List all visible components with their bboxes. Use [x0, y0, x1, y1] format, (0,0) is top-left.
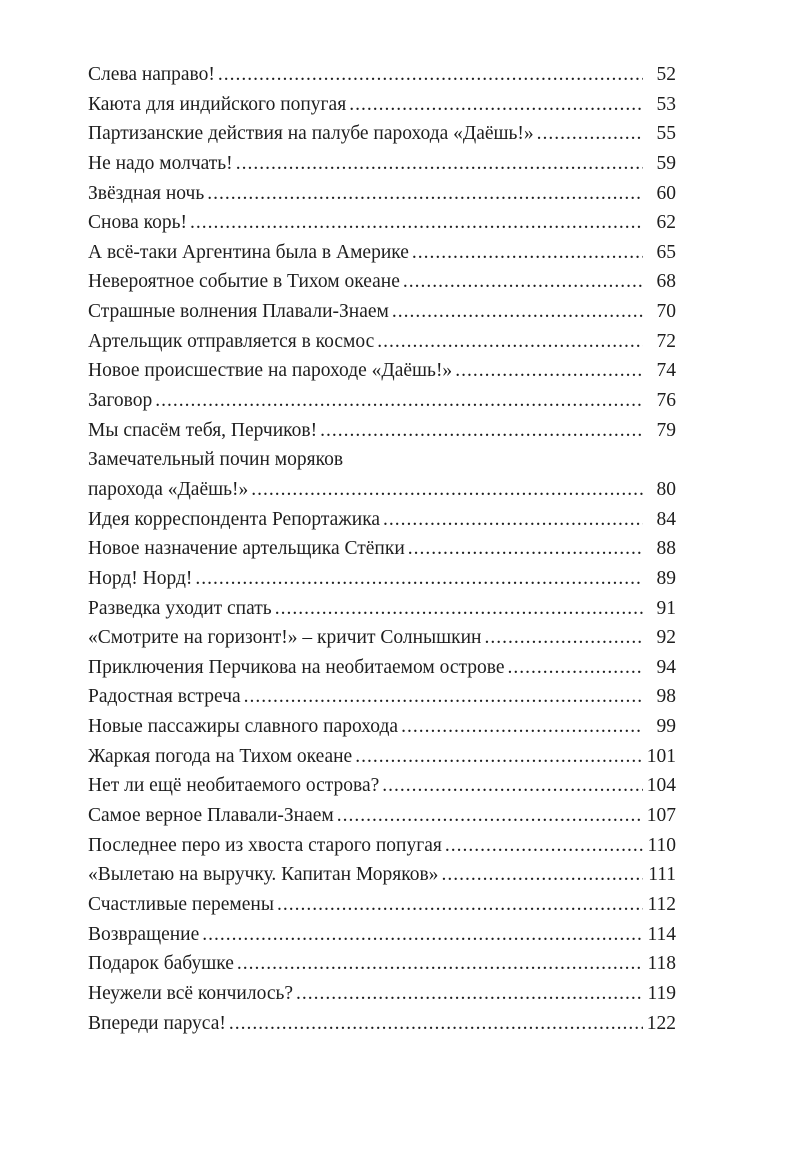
- toc-dot-leader: [392, 297, 643, 327]
- toc-entry: [88, 505, 676, 535]
- toc-dot-leader: [412, 238, 643, 268]
- toc-entry: [88, 920, 676, 950]
- toc-entry-page: 107: [646, 805, 676, 827]
- toc-entry: [88, 564, 676, 594]
- toc-entry-title: Подарок бабушке: [88, 953, 234, 975]
- toc-entry-page: 118: [647, 953, 676, 975]
- toc-entry-title: Впереди паруса!: [88, 1012, 226, 1034]
- toc-entry: [88, 742, 676, 772]
- toc-entry: [88, 653, 676, 683]
- toc-entry-page: 98: [656, 686, 676, 708]
- toc-entry: [88, 623, 676, 653]
- toc-entry-title: Идея корреспондента Репортажика: [88, 508, 381, 530]
- toc-dot-leader: [275, 594, 643, 624]
- toc-entry-title: Самое верное Плавали-Знаем: [88, 805, 334, 827]
- toc-entry-title: Разведка уходит спать: [88, 597, 272, 619]
- toc-entry-page: 91: [656, 597, 676, 619]
- toc-dot-leader: [508, 653, 644, 683]
- toc-entry: [88, 475, 676, 505]
- toc-entry-page: 110: [647, 834, 676, 856]
- toc-entry-title: Страшные волнения Плавали-Знаем: [88, 301, 389, 323]
- toc-entry-title: Нет ли ещё необитаемого острова?: [88, 775, 380, 797]
- toc-entry: [88, 771, 676, 801]
- toc-entry-title: Жаркая погода на Тихом океане: [88, 745, 353, 767]
- toc-entry: [88, 416, 676, 446]
- toc-entry-title: «Смотрите на горизонт!» – кричит Солнышкин: [88, 627, 482, 649]
- toc-entry-page: 119: [647, 982, 676, 1004]
- toc-entry-title: Артельщик отправляется в космос: [88, 330, 375, 352]
- toc-entry-title: Новое назначение артельщика Стёпки: [88, 538, 405, 560]
- toc-entry-title: Норд! Норд!: [88, 567, 193, 589]
- toc-entry-page: 122: [646, 1012, 676, 1034]
- toc-dot-leader: [218, 60, 643, 90]
- toc-entry-page: 60: [656, 182, 676, 204]
- toc-entry-title: Звёздная ночь: [88, 182, 205, 204]
- toc-entry: [88, 979, 676, 1009]
- toc-dot-leader: [377, 327, 643, 357]
- toc-entry-title: А всё-таки Аргентина была в Америке: [88, 241, 409, 263]
- toc-entry-page: 65: [656, 241, 676, 263]
- toc-entry: [88, 534, 676, 564]
- toc-entry: [88, 267, 676, 297]
- toc-entry: [88, 149, 676, 179]
- toc-entry: [88, 386, 676, 416]
- toc-entry-page: 88: [656, 538, 676, 560]
- toc-dot-leader: [296, 979, 643, 1009]
- toc-entry: [88, 90, 676, 120]
- toc-entry: [88, 712, 676, 742]
- toc-entry-page: 111: [648, 864, 676, 886]
- toc-entry-title: Заговор: [88, 390, 153, 412]
- toc-entry-title: Неужели всё кончилось?: [88, 982, 294, 1004]
- toc-entry-page: 59: [656, 152, 676, 174]
- toc-entry: [88, 238, 676, 268]
- toc-dot-leader: [537, 119, 643, 149]
- toc-entry: [88, 860, 676, 890]
- toc-dot-leader: [190, 208, 643, 238]
- toc-dot-leader: [244, 682, 643, 712]
- toc-entry-page: 52: [656, 64, 676, 85]
- toc-entry: [88, 179, 676, 209]
- toc-entry-title: Слева направо!: [88, 64, 215, 85]
- toc-entry: [88, 890, 676, 920]
- toc-entry-page: 70: [656, 301, 676, 323]
- toc-dot-leader: [445, 831, 643, 861]
- toc-entry: [88, 831, 676, 861]
- toc-entry-page: 55: [656, 123, 676, 145]
- toc-dot-leader: [195, 564, 643, 594]
- toc-entry-page: 62: [656, 212, 676, 234]
- toc-dot-leader: [403, 267, 643, 297]
- toc-entry-page: 94: [656, 656, 676, 678]
- toc-dot-leader: [229, 1009, 643, 1039]
- toc-list: [88, 60, 676, 1038]
- toc-entry-page: 53: [656, 93, 676, 115]
- toc-entry-title: «Вылетаю на выручку. Капитан Моряков»: [88, 864, 439, 886]
- toc-entry-page: 72: [656, 330, 676, 352]
- toc-entry: [88, 356, 676, 386]
- toc-entry-page: 101: [646, 745, 676, 767]
- toc-entry-page: 92: [656, 627, 676, 649]
- toc-entry-page: 112: [647, 893, 676, 915]
- toc-dot-leader: [237, 949, 643, 979]
- toc-dot-leader: [408, 534, 643, 564]
- toc-entry-page: 89: [656, 567, 676, 589]
- toc-entry-page: 104: [646, 775, 676, 797]
- toc-dot-leader: [236, 149, 643, 179]
- toc-dot-leader: [401, 712, 643, 742]
- toc-entry-page: 114: [647, 923, 676, 945]
- toc-entry-title: Не надо молчать!: [88, 152, 233, 174]
- toc-entry-title: Возвращение: [88, 923, 200, 945]
- toc-entry-title: Снова корь!: [88, 212, 188, 234]
- toc-entry: [88, 445, 676, 475]
- toc-dot-leader: [484, 623, 643, 653]
- toc-dot-leader: [455, 356, 643, 386]
- toc-entry-title: Замечательный почин моряков: [88, 449, 344, 471]
- toc-entry-title: Счастливые перемены: [88, 893, 274, 915]
- toc-entry-title: Последнее перо из хвоста старого попугая: [88, 834, 442, 856]
- toc-entry-page: 76: [656, 390, 676, 412]
- toc-dot-leader: [383, 505, 643, 535]
- toc-entry-page: 99: [656, 716, 676, 738]
- toc-entry-title: Невероятное событие в Тихом океане: [88, 271, 400, 293]
- toc-dot-leader: [349, 90, 643, 120]
- toc-entry-page: 74: [656, 360, 676, 382]
- toc-entry: [88, 594, 676, 624]
- toc-dot-leader: [382, 771, 643, 801]
- toc-entry-page: 79: [656, 419, 676, 441]
- toc-entry: [88, 682, 676, 712]
- toc-entry-page: 68: [656, 271, 676, 293]
- toc-entry: [88, 60, 676, 90]
- toc-dot-leader: [320, 416, 643, 446]
- toc-entry-title: парохода «Даёшь!»: [88, 478, 249, 500]
- toc-entry-title: Каюта для индийского попугая: [88, 93, 347, 115]
- toc-entry-page: 80: [656, 478, 676, 500]
- toc-entry-title: Новые пассажиры славного парохода: [88, 716, 399, 738]
- toc-entry: [88, 208, 676, 238]
- toc-entry: [88, 1009, 676, 1039]
- toc-dot-leader: [207, 179, 643, 209]
- toc-dot-leader: [251, 475, 643, 505]
- toc-entry: [88, 801, 676, 831]
- toc-entry: [88, 327, 676, 357]
- toc-entry-title: Мы спасём тебя, Перчиков!: [88, 419, 318, 441]
- toc-dot-leader: [337, 801, 643, 831]
- toc-entry-page: 84: [656, 508, 676, 530]
- toc-entry-title: Радостная встреча: [88, 686, 241, 708]
- toc-entry-title: Партизанские действия на палубе парохода «Даёшь!»: [88, 123, 534, 145]
- toc-entry-title: Новое происшествие на пароходе «Даёшь!»: [88, 360, 453, 382]
- toc-dot-leader: [277, 890, 643, 920]
- toc-entry: [88, 119, 676, 149]
- toc-entry: [88, 949, 676, 979]
- toc-dot-leader: [441, 860, 643, 890]
- toc-entry: [88, 297, 676, 327]
- toc-dot-leader: [155, 386, 643, 416]
- toc-entry-title: Приключения Перчикова на необитаемом острове: [88, 656, 505, 678]
- toc-dot-leader: [355, 742, 643, 772]
- toc-dot-leader: [202, 920, 643, 950]
